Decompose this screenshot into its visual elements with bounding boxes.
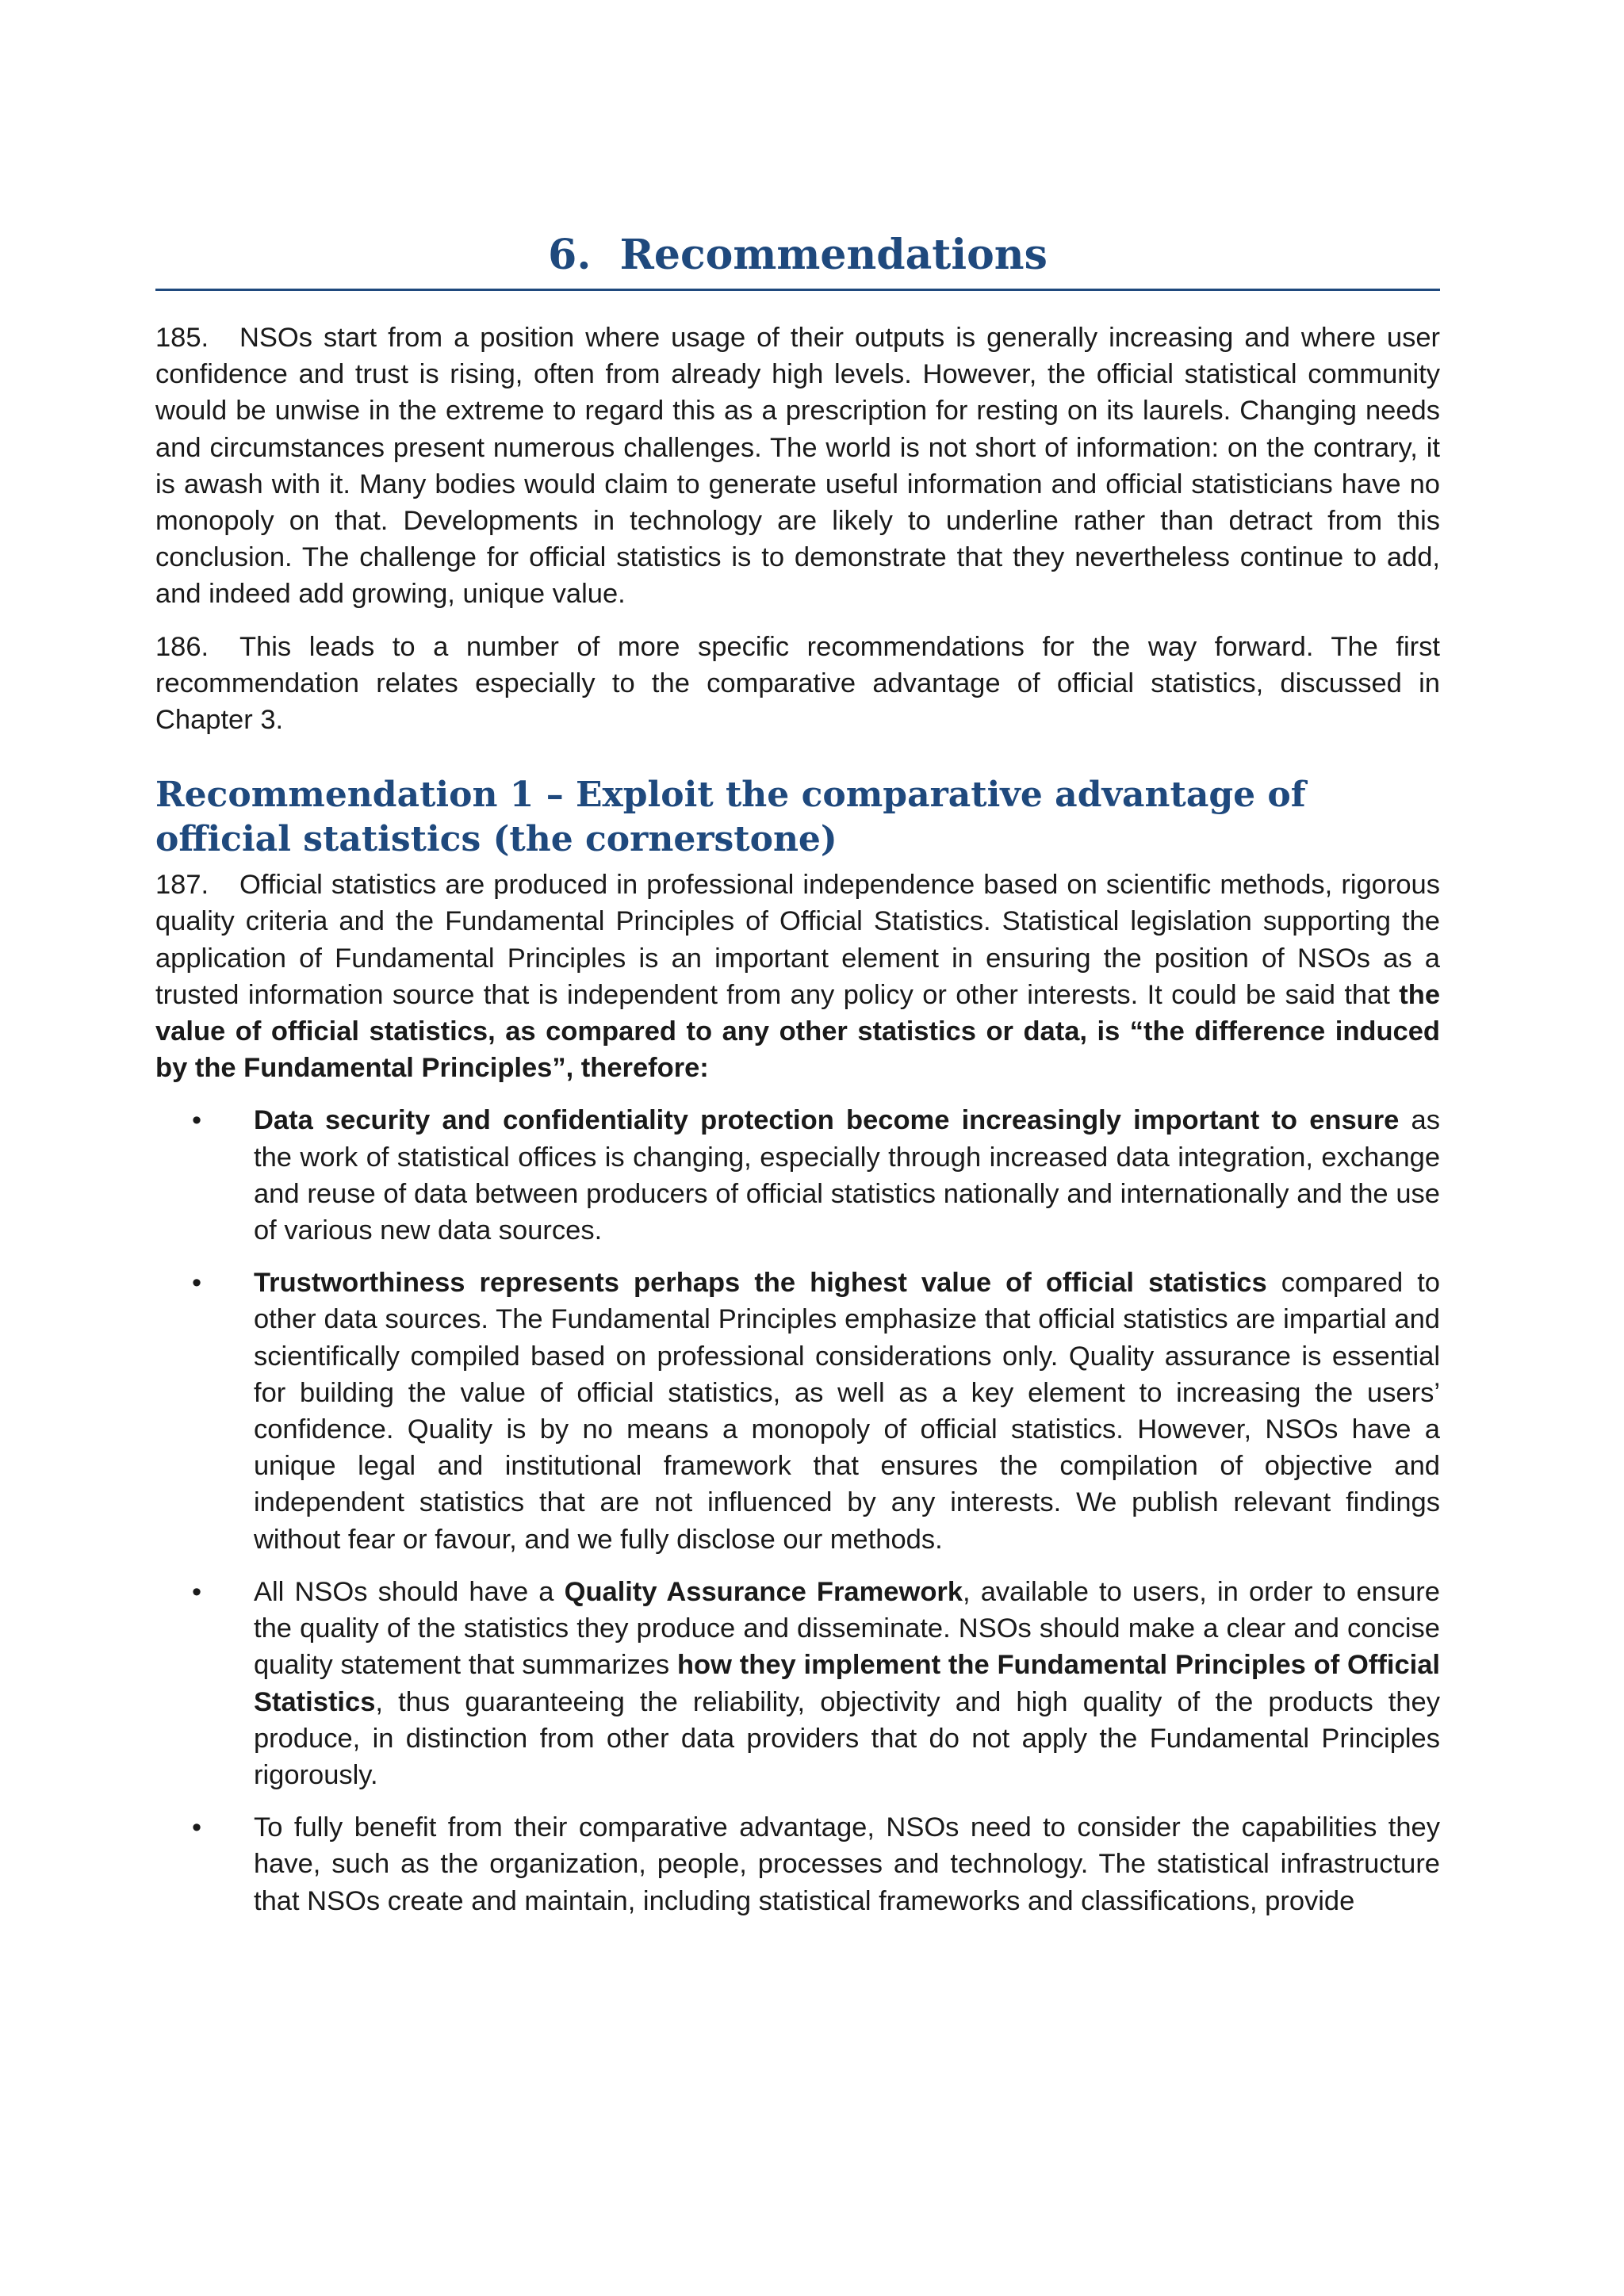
paragraph-number: 186. bbox=[155, 631, 209, 662]
bullet-item-trustworthiness bbox=[155, 1265, 1440, 1558]
bullet-bold-text: Data security and confidentiality protection become increasingly important to ensure bbox=[254, 1105, 1400, 1136]
bullet-icon: • bbox=[192, 1268, 202, 1299]
recommendation-1-heading: Recommendation 1 – Exploit the comparative advantage of official statistics (the cornerstone) bbox=[155, 775, 1306, 860]
page-content bbox=[155, 228, 1440, 1935]
paragraph-number: 187. bbox=[155, 870, 209, 901]
bullet-text: as the work of statistical offices is changing, especially through increased data integration, exchange and reuse of data between producers of official statistics nationally and internationally and the use of various new data sources. bbox=[254, 1105, 1440, 1246]
bullet-icon: • bbox=[192, 1812, 202, 1843]
chapter-title: Recommendations bbox=[619, 231, 1048, 279]
paragraph-bold-text: the value of official statistics, as compared to any other statistics or data, is “the difference induced by the Fundamental Principles”, therefore: bbox=[155, 979, 1440, 1084]
bullet-bold-text: how they implement the Fundamental Principles of Official Statistics bbox=[254, 1650, 1440, 1717]
paragraph-text: NSOs start from a position where usage of their outputs is generally increasing and where user confidence and trust is rising, often from already high levels. However, the official statistical community would be unwise in the extreme to regard this as a prescription for resting on its laurels. Changing needs and circumstances present numerous challenges. The world is not short of information: on the contrary, it is awash with it. Many bodies would claim to generate useful information and official statisticians have no monopoly on that. Developments in technology are likely to underline rather than detract from this conclusion. The challenge for official statistics is to demonstrate that they nevertheless continue to add, and indeed add growing, unique value. bbox=[155, 323, 1440, 610]
bullet-bold-text: Quality Assurance Framework bbox=[564, 1576, 963, 1607]
chapter-number: 6. bbox=[548, 231, 592, 279]
recommendation-1-bullet-list bbox=[155, 1102, 1440, 1919]
paragraph-text: Official statistics are produced in professional independence based on scientific methods, rigorous quality criteria and the Fundamental Principles of Official Statistics. Statistical legislation supporting the application of Fundamental Principles is an important element in ensuring the position of NSOs as a trusted information source that is independent from any policy or other interests. It could be said that bbox=[155, 870, 1440, 1010]
bullet-text: All NSOs should have a bbox=[254, 1576, 565, 1607]
bullet-text: To fully benefit from their comparative advantage, NSOs need to consider the capabilities they have, such as the organization, people, processes and technology. The statistical infrastructure that NSOs create and maintain, including statistical frameworks and classifications, provide bbox=[254, 1812, 1440, 1916]
paragraph-number: 185. bbox=[155, 323, 209, 353]
bullet-text: compared to other data sources. The Fundamental Principles emphasize that official statistics are impartial and scientifically compiled based on professional considerations only. Quality assurance is essential for building the value of official statistics, as well as a key element to increasing the users’ confidence. Quality is by no means a monopoly of official statistics. However, NSOs have a unique legal and institutional framework that ensures the compilation of objective and independent statistics that are not influenced by any interests. We publish relevant findings without fear or favour, and we fully disclose our methods. bbox=[254, 1268, 1440, 1555]
bullet-text: , thus guaranteeing the reliability, objectivity and high quality of the products they produce, in distinction from other data providers that do not apply the Fundamental Principles rigorously. bbox=[254, 1686, 1440, 1790]
chapter-heading bbox=[155, 228, 1440, 291]
paragraph-187 bbox=[155, 867, 1440, 1086]
bullet-bold-text: Trustworthiness represents perhaps the highest value of official statistics bbox=[254, 1268, 1267, 1299]
bullet-item-comparative-advantage bbox=[155, 1809, 1440, 1919]
paragraph-text: This leads to a number of more specific recommendations for the way forward. The first recommendation relates especially to the comparative advantage of official statistics, discussed in Chapter 3. bbox=[155, 631, 1440, 736]
paragraph-186 bbox=[155, 629, 1440, 739]
bullet-item-quality-assurance bbox=[155, 1574, 1440, 1793]
paragraph-185 bbox=[155, 320, 1440, 613]
bullet-icon: • bbox=[192, 1105, 202, 1136]
bullet-item-data-security bbox=[155, 1102, 1440, 1249]
bullet-icon: • bbox=[192, 1576, 202, 1607]
bullet-text: , available to users, in order to ensure the quality of the statistics they produce and disseminate. NSOs should make a clear and concise quality statement that summarizes bbox=[254, 1576, 1440, 1681]
